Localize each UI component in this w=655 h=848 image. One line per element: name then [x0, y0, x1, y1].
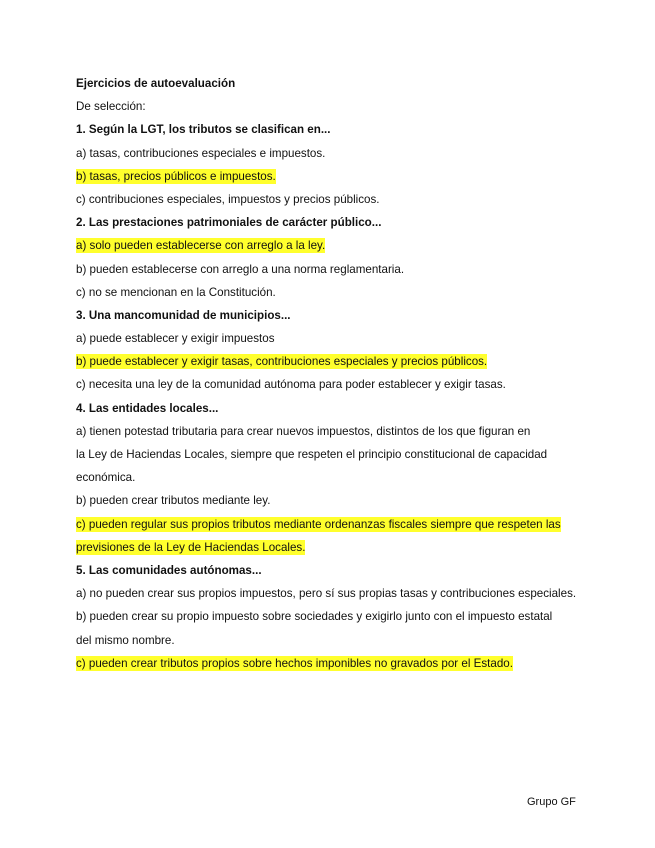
q1-option-b-highlighted: b) tasas, precios públicos e impuestos.	[76, 169, 276, 183]
document-subtitle: De selección:	[76, 100, 146, 114]
q5-option-a: a) no pueden crear sus propios impuestos, pero sí sus propias tasas y contribuciones especiales.	[76, 587, 577, 601]
q5-option-b-line1: b) pueden crear su propio impuesto sobre sociedades y exigirlo junto con el impuesto estatal	[76, 610, 553, 624]
q4-option-c-line2-highlighted: previsiones de la Ley de Haciendas Locales.	[76, 540, 306, 554]
q2-option-c: c) no se mencionan en la Constitución.	[76, 285, 276, 299]
q3-option-a: a) puede establecer y exigir impuestos	[76, 332, 275, 346]
q4-option-c-line1-highlighted: c) pueden regular sus propios tributos mediante ordenanzas fiscales siempre que respeten las	[76, 517, 561, 531]
q5-option-c-row	[76, 652, 596, 675]
q2-option-b: b) pueden establecerse con arreglo a una norma reglamentaria.	[76, 262, 405, 276]
q5-option-c-highlighted: c) pueden crear tributos propios sobre hechos imponibles no gravados por el Estado.	[76, 656, 513, 670]
q4-option-a-line1: a) tienen potestad tributaria para crear nuevos impuestos, distintos de los que figuran en	[76, 424, 531, 438]
q1-option-c: c) contribuciones especiales, impuestos y precios públicos.	[76, 192, 380, 206]
document-page	[76, 72, 596, 675]
q1-option-a: a) tasas, contribuciones especiales e impuestos.	[76, 146, 326, 160]
q2-option-a-row	[76, 234, 596, 257]
question-2: 2. Las prestaciones patrimoniales de carácter público...	[76, 216, 382, 230]
q5-option-b-line2: del mismo nombre.	[76, 633, 175, 647]
q4-option-a-line3: económica.	[76, 471, 136, 485]
q3-option-b-highlighted: b) puede establecer y exigir tasas, contribuciones especiales y precios públicos.	[76, 355, 488, 369]
question-5: 5. Las comunidades autónomas...	[76, 563, 262, 577]
q4-option-b: b) pueden crear tributos mediante ley.	[76, 494, 271, 508]
page-footer: Grupo GF	[527, 796, 576, 808]
question-3: 3. Una mancomunidad de municipios...	[76, 308, 291, 322]
q4-option-c-line2-row	[76, 536, 596, 559]
q4-option-c-line1-row	[76, 513, 596, 536]
q2-option-a-highlighted: a) solo pueden establecerse con arreglo a la ley.	[76, 239, 326, 253]
question-1: 1. Según la LGT, los tributos se clasifican en...	[76, 123, 331, 137]
question-4: 4. Las entidades locales...	[76, 401, 219, 415]
q3-option-c: c) necesita una ley de la comunidad autónoma para poder establecer y exigir tasas.	[76, 378, 506, 392]
q1-option-b-row	[76, 165, 596, 188]
q4-option-a-line2: la Ley de Haciendas Locales, siempre que respeten el principio constitucional de capacidad	[76, 448, 548, 461]
q3-option-b-row	[76, 350, 596, 373]
document-title: Ejercicios de autoevaluación	[76, 77, 236, 90]
